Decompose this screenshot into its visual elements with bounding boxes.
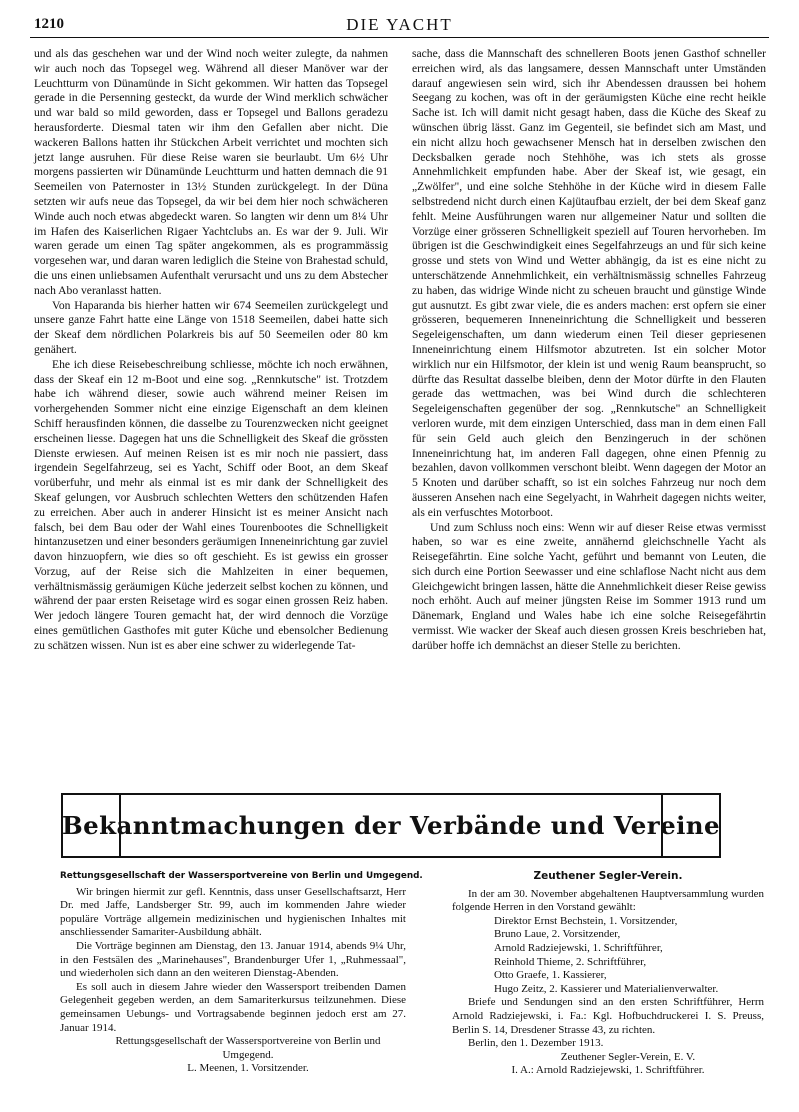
list-item: Arnold Radziejewski, 1. Schriftführer,: [494, 941, 663, 954]
announcement-zeuthener: [452, 870, 764, 1078]
paragraph: und als das geschehen war und der Wind noch weiter zulegte, da nahmen wir auch noch das Topsegel weg. Während all dieser Manöver war der Leuchtturm von Dünamünde in Sicht gekommen. Wir hatten das Topsegel gerade in die Persenning gesteckt, da wurde der Wind merklich schwächer und war bald so mild geworden, dass er Topsegel und Ballons geradezu herausforderte. Diesmal taten wir ihm den Gefallen aber nicht. Die wackeren Ballons hatten ihr Stückchen Arbeit verrichtet und mochten sich jetzt lange ausruhen. Für diese Reise waren sie beurlaubt. Um 6½ Uhr morgens passierten wir Dünamünde Leuchtturm und hatten demnach die 91 Seemeilen von Paternoster in 13½ Stunden zurückgelegt. In der Düna setzten wir aufs neue das Topsegel, da wir bei dem hier noch schwächeren Winde auch noch etwas abgedeckt waren. So langten wir denn um 8¼ Uhr im Hafen des Kaiserlichen Rigaer Yachtclubs an. Es war der 9. Juli. Wir waren gerade um einen Tag später angekommen, als es programmässig vorgesehen war, und daran waren lediglich die Steine von Brahestad schuld, die uns einen unliebsamen Aufenthalt verursacht und uns zu dem Abstecher nach Abo veranlasst hatten.: [34, 47, 388, 297]
signature-name: I. A.: Arnold Radziejewski, 1. Schriftführer.: [511, 1064, 705, 1077]
page-number: 1210: [34, 16, 64, 32]
section-title: Bekanntmachungen der Verbände und Vereine: [61, 811, 721, 840]
banner-frame: [61, 795, 721, 856]
paragraph: Ehe ich diese Reisebeschreibung schliesse, möchte ich noch erwähnen, dass der Skeaf ein 12 m-Boot und eine sog. „Rennkutsche" ist. Trotzdem habe ich während dieser, sowie auch während meiner Reisen im vorhergehenden Sommer nicht eine einzige Eigenschaft an dem kleinen Schiff herausfinden können, die dasselbe zu Tourenzwecken nicht geeignet erscheinen liesse. Dagegen hat uns die Schnelligkeit des Skeaf die grössten Dienste erwiesen. Auf meinen Reisen ist es mir noch nie passiert, dass irgendein Segelfahrzeug, sei es Yacht, Schiff oder Boot, an dem Skeaf vorüberfuhr, und mehr als einmal ist es mir dank der Schnelligkeit des Skeaf gelungen, vor Ausbruch schlechten Wetters den schützenden Hafen zu erreichen. Aber auch in anderer Hinsicht ist es meiner Ansicht nach falsch, bei dem Bau oder der Wahl eines Tourenbootes die Schnelligkeit hintanzusetzen und einer besonders geräumigen Inneneinrichtung gar zuviel davon hinzuopfern, wie dies so oft geschieht. Es ist gewiss ein grosser Vorzug, auf der Reise sich die Mahlzeiten in einer bequemen, verhältnismässig geräumigen Küche jederzeit selbst kochen zu können, und während der paar ersten Reisetage wird es sogar einen grossen Reiz haben. Wer jedoch längere Touren gemacht hat, der wird dennoch die Vorzüge eines gemütlichen Gasthofes mit guter Küche und ebensolcher Bedienung zu schätzen wissen. Nun ist es aber eine schwer zu widerlegende Tat-: [34, 357, 388, 652]
announcement-rettungsgesellschaft: [60, 870, 423, 1076]
section-banner: [61, 793, 721, 858]
paragraph: Von Haparanda bis hierher hatten wir 674 Seemeilen zurückgelegt und unsere ganze Fahrt hatte eine Länge von 1518 Seemeilen, dabei hatte sich der Skeaf dem nördlichen Polarkreis bis auf 50 Seemeilen oder 80 km genähert.: [34, 298, 388, 356]
paragraph: sache, dass die Mannschaft des schnelleren Boots jenen Gasthof schneller erreichen wird, als das langsamere, dessen Mannschaft unter Umständen darauf angewiesen sein wird, sich ihr Abendessen draussen bei hohem Seegang zu kochen, was oft in der geräumigsten Küche eine recht heikle Sache ist. Ich will damit nicht gesagt haben, dass die Küche des Skeaf zu wünschen übrig lässt. Ganz im Gegenteil, sie befindet sich am Mast, und ein nicht allzu hoch gewachsener Mensch hat in derselben zwischen den Decksbalken gerade noch Stehhöhe, was ich stets als grosse Annehmlichkeit empfunden habe. Aber der Skeaf ist, wie gesagt, ein „Zwölfer", und eine solche Stehhöhe in der Küche wird in diesem Falle selbstredend nicht durch einen Kajütaufbau erzielt, der bei dem Skeaf ganz fehlt. Meine Ausführungen waren nur allgemeiner Natur und sollten die Vorzüge einer grösseren Schnelligkeit speziell auf Touren hervorheben. Im übrigen ist die Geschwindigkeit eines Segelfahrzeugs an und für sich keine grosse und stets von Wind und Wetter abhängig, da ist es eine nicht zu unterschätzende Annehmlichkeit, ein verhältnismässig schnelles Fahrzeug zu haben, das widrige Winde nicht zu scheuen braucht und günstige Winde gut ausnutzt. Es gibt zwar viele, die es anders machen: erst opfern sie einer grösseren, bequemeren Inneneinrichtung die Schnelligkeit und besseren Segeleigenschaften, um dann wiederum einen Teil dieser gepriesenen Inneneinrichtung einem Hilfsmotor abzutreten. Ist ein solcher Motor wirklich nur ein Hilfsmotor, der klein ist und wenig Raum beansprucht, so dürfte das Resultat dasselbe bleiben, denn der Motor dürfte in den Flauten gerade das wettmachen, was bei Wind durch die schlechteren Segeleigenschaften gegenüber der sog. „Rennkutsche" an Schnelligkeit verloren wurde, mit dem einzigen Unterschied, dass man in dem einen Fall für sein Geld auch gleich den Benzingeruch in der schönen Inneneinrichtung hat, im anderen Fall dagegen, ohne einen Pfennig zu bezahlen, davon vollkommen verschont bleibt. Wenn dagegen der Motor an 5 Knoten und darüber schafft, so ist ein solches Fahrzeug nur noch dem äusseren Ansehen nach eine Segelyacht, in Wahrheit dagegen nichts weiter, als ein verfuschtes Motorboot.: [412, 47, 766, 519]
signature-organization: Rettungsgesellschaft der Wassersportvereine von Berlin und Umgegend.: [115, 1035, 381, 1061]
announcement-paragraph: Es soll auch in diesem Jahre wieder den Wassersport treibenden Damen Gelegenheit gegeben werden, an dem Samariterkursus teilzunehmen. Diese gemeinsamen Uebungs- und Vortragsabende beginnen jedoch erst am 27. Januar 1914.: [60, 980, 406, 1034]
paragraph: Und zum Schluss noch eins: Wenn wir auf dieser Reise etwas vermisst haben, so war es eine zweite, annähernd gleichschnelle Yacht als Reisegefährtin. Eine solche Yacht, geführt und bemannt von Leuten, die sich durch eine Portion Seewasser und eine schlaflose Nacht nicht aus dem Gleichgewicht bringen lassen, hätte die Annehmlichkeit dieser Reise gewiss noch erhöht. Auch auf meiner jüngsten Reise im Sommer 1913 rund um Dänemark, England und Wales habe ich eine solche Reisegefährtin vermisst. Wie wacker der Skeaf auch diesen grossen Kreis beschrieben hat, darüber hoffe ich demnächst an dieser Stelle zu berichten.: [412, 520, 766, 652]
announcement-paragraph: In der am 30. November abgehaltenen Hauptversammlung wurden folgende Herren in den Vorstand gewählt:: [452, 887, 764, 914]
board-list: [494, 915, 764, 997]
announcement-paragraph: Die Vorträge beginnen am Dienstag, den 13. Januar 1914, abends 9¼ Uhr, in den Festsälen des „Marinehauses", Brandenburger Ufer 1, „Ruhmessaal", und wiederholen sich dann an den weiteren Dienstag-Abenden.: [60, 939, 406, 980]
right-column: [412, 47, 766, 654]
signature-organization: Zeuthener Segler-Verein, E. V.: [560, 1050, 696, 1063]
list-item: Bruno Laue, 2. Vorsitzender,: [494, 928, 621, 941]
left-column: [34, 47, 388, 654]
announcement-date: Berlin, den 1. Dezember 1913.: [468, 1037, 604, 1050]
announcement-heading: Rettungsgesellschaft der Wassersportvereine von Berlin und Umgegend.: [60, 871, 423, 881]
list-item: Reinhold Thieme, 2. Schriftführer,: [494, 955, 647, 968]
signature-name: L. Meenen, 1. Vorsitzender.: [187, 1062, 309, 1075]
announcement-heading: Zeuthener Segler-Verein.: [533, 870, 683, 882]
header-rule: [30, 37, 769, 38]
list-item: Direktor Ernst Bechstein, 1. Vorsitzender,: [494, 914, 678, 927]
announcement-paragraph: Wir bringen hiermit zur gefl. Kenntnis, dass unser Gesellschaftsarzt, Herr Dr. med Jaffe, Landsberger Str. 99, auch im kommenden Jahre wieder populäre Vorträge allgemein medizinischen und hygienischen Inhaltes mit anschliessender Samariter-Ausbildung abhält.: [60, 885, 406, 939]
announcement-paragraph: Briefe und Sendungen sind an den ersten Schriftführer, Herrn Arnold Radziejewski, i. Fa.: Kgl. Hofbuchdruckerei I. S. Preuss, Berlin S. 14, Dresdener Strasse 43, zu richten.: [452, 996, 764, 1036]
journal-title: DIE YACHT: [346, 15, 453, 34]
list-item: Hugo Zeitz, 2. Kassierer und Materialienverwalter.: [494, 982, 719, 995]
list-item: Otto Graefe, 1. Kassierer,: [494, 969, 607, 982]
